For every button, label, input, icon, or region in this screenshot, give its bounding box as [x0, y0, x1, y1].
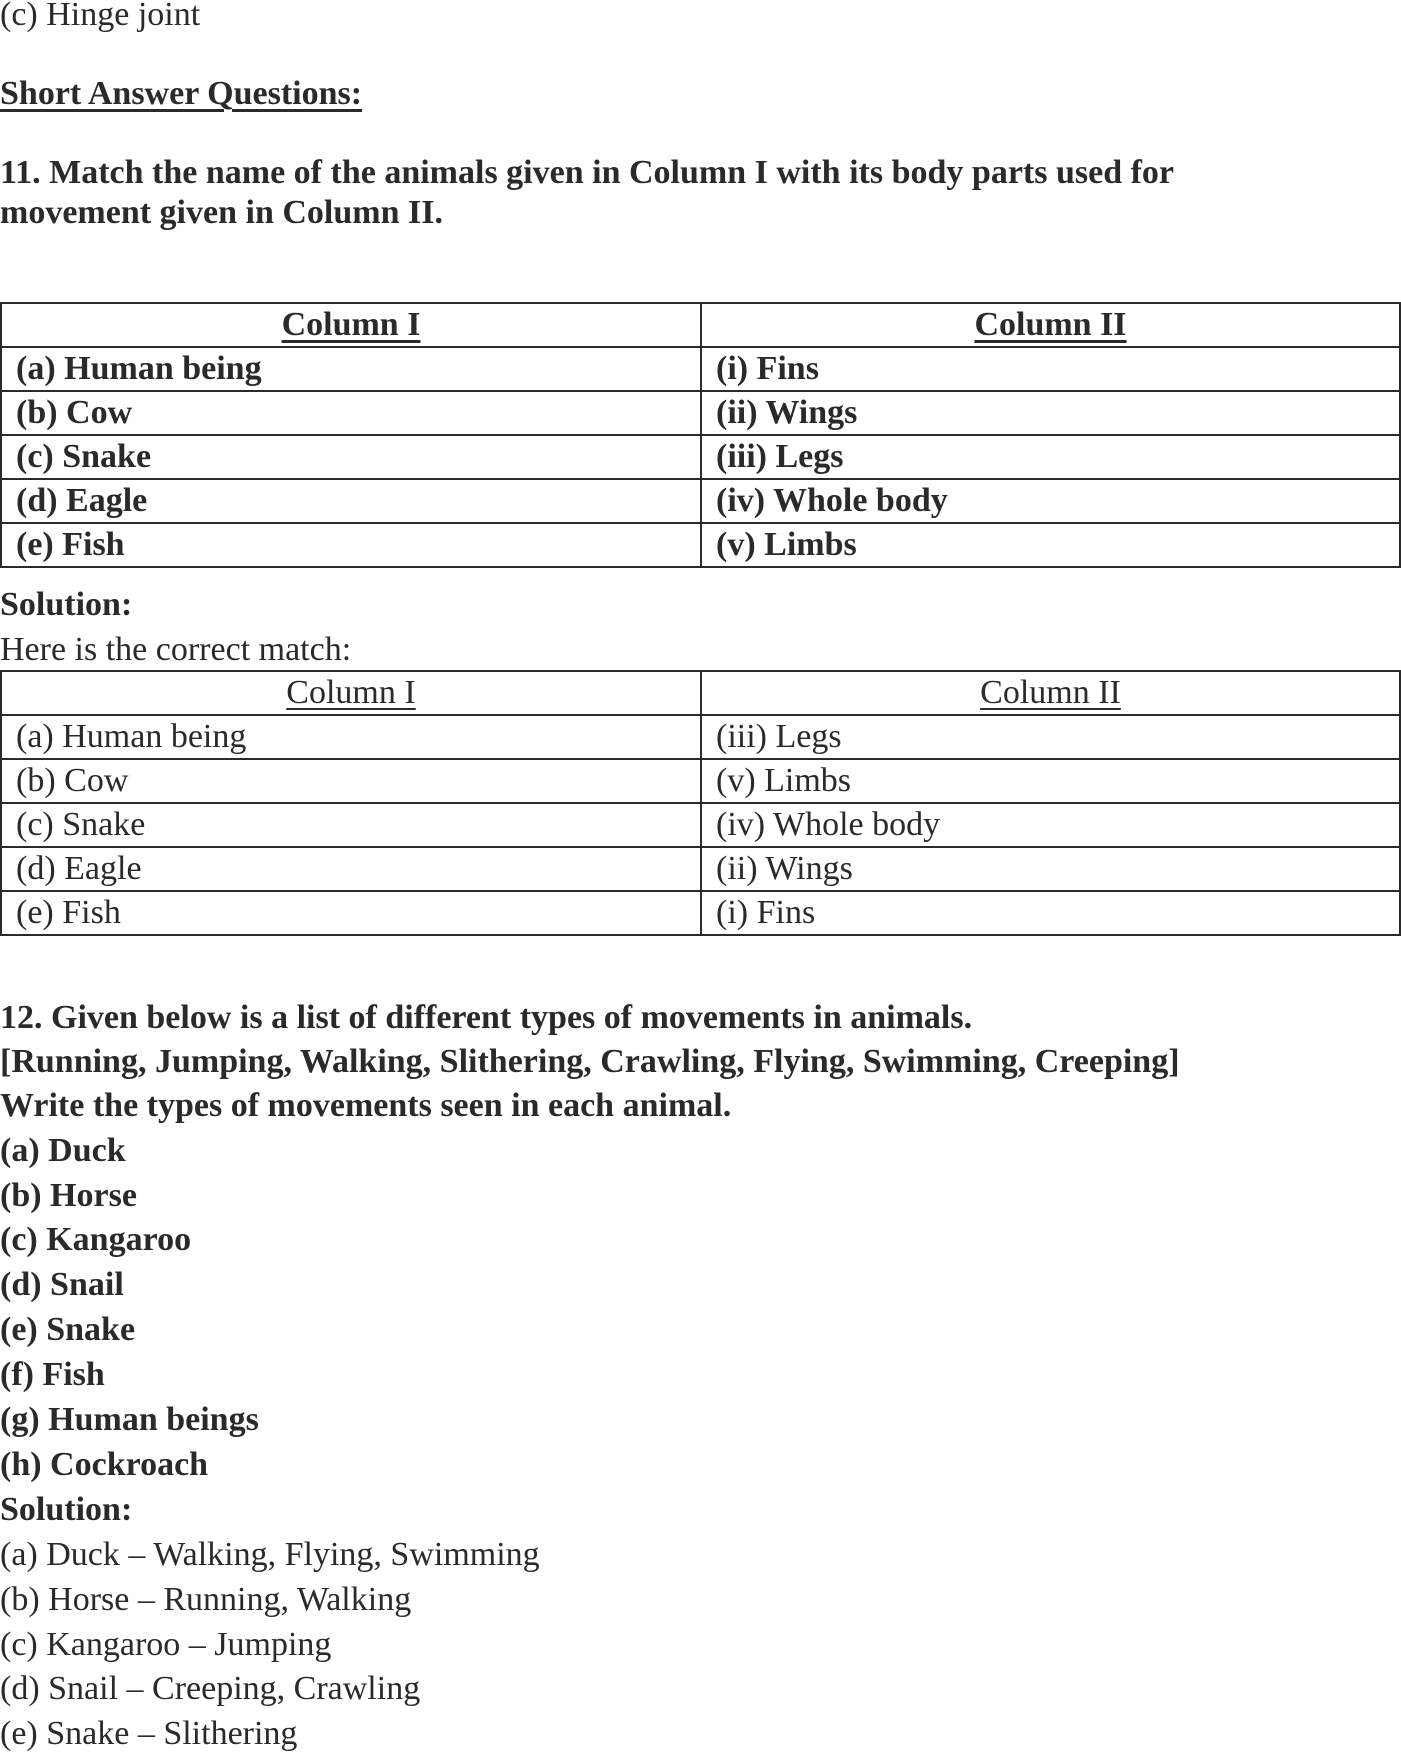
q12-option: (f) Fish [0, 1356, 105, 1393]
q12-answer: (b) Horse – Running, Walking [0, 1581, 412, 1618]
table-cell: (a) Human being [1, 715, 701, 759]
table-cell: (iv) Whole body [701, 479, 1400, 523]
table-row [1, 479, 1400, 523]
q11-solution-label: Solution: [0, 586, 133, 623]
q12-option: (h) Cockroach [0, 1446, 209, 1483]
table-cell: (i) Fins [701, 347, 1400, 391]
table-cell: (d) Eagle [1, 847, 701, 891]
table-row [1, 435, 1400, 479]
table-row [1, 347, 1400, 391]
q11-question-table [0, 302, 1401, 568]
section-heading: Short Answer Questions: [0, 75, 363, 112]
table-cell: (iv) Whole body [701, 803, 1400, 847]
table-row [1, 391, 1400, 435]
table-header-row [1, 671, 1400, 715]
q12-question-line3: Write the types of movements seen in each animal. [0, 1087, 732, 1124]
table-cell: (i) Fins [701, 891, 1400, 935]
table-row [1, 803, 1400, 847]
table-cell: (a) Human being [1, 347, 701, 391]
column-header: Column II [701, 671, 1400, 715]
table-cell: (ii) Wings [701, 391, 1400, 435]
table-row [1, 891, 1400, 935]
column-header: Column I [1, 303, 701, 347]
table-cell: (c) Snake [1, 803, 701, 847]
q12-option: (e) Snake [0, 1311, 136, 1348]
q11-question-line2: movement given in Column II. [0, 194, 443, 231]
table-cell: (e) Fish [1, 523, 701, 567]
table-cell: (iii) Legs [701, 715, 1400, 759]
table-cell: (b) Cow [1, 759, 701, 803]
q12-answer: (c) Kangaroo – Jumping [0, 1626, 332, 1663]
table-cell: (v) Limbs [701, 759, 1400, 803]
table-cell: (d) Eagle [1, 479, 701, 523]
table-cell: (iii) Legs [701, 435, 1400, 479]
prev-option-text: (c) Hinge joint [0, 0, 201, 33]
q12-option: (b) Horse [0, 1177, 137, 1214]
q12-option: (d) Snail [0, 1266, 124, 1303]
q12-question-line1: 12. Given below is a list of different types of movements in animals. [0, 999, 973, 1036]
q12-answer: (d) Snail – Creeping, Crawling [0, 1670, 421, 1707]
table-row [1, 715, 1400, 759]
table-cell: (c) Snake [1, 435, 701, 479]
table-cell: (e) Fish [1, 891, 701, 935]
q11-solution-intro: Here is the correct match: [0, 631, 352, 668]
table-cell: (v) Limbs [701, 523, 1400, 567]
table-cell: (b) Cow [1, 391, 701, 435]
q11-question-line1: 11. Match the name of the animals given in Column I with its body parts used for [0, 154, 1175, 191]
table-header-row [1, 303, 1400, 347]
q12-option: (c) Kangaroo [0, 1221, 192, 1258]
table-cell: (ii) Wings [701, 847, 1400, 891]
table-row [1, 759, 1400, 803]
q12-question-line2: [Running, Jumping, Walking, Slithering, Crawling, Flying, Swimming, Creeping] [0, 1043, 1180, 1080]
q12-option: (g) Human beings [0, 1401, 259, 1438]
q12-solution-label: Solution: [0, 1491, 133, 1528]
q12-answer: (a) Duck – Walking, Flying, Swimming [0, 1536, 540, 1573]
q11-solution-table [0, 670, 1401, 936]
q12-option: (a) Duck [0, 1132, 126, 1169]
table-row [1, 523, 1400, 567]
table-row [1, 847, 1400, 891]
column-header: Column II [701, 303, 1400, 347]
q12-answer: (e) Snake – Slithering [0, 1715, 298, 1752]
column-header: Column I [1, 671, 701, 715]
